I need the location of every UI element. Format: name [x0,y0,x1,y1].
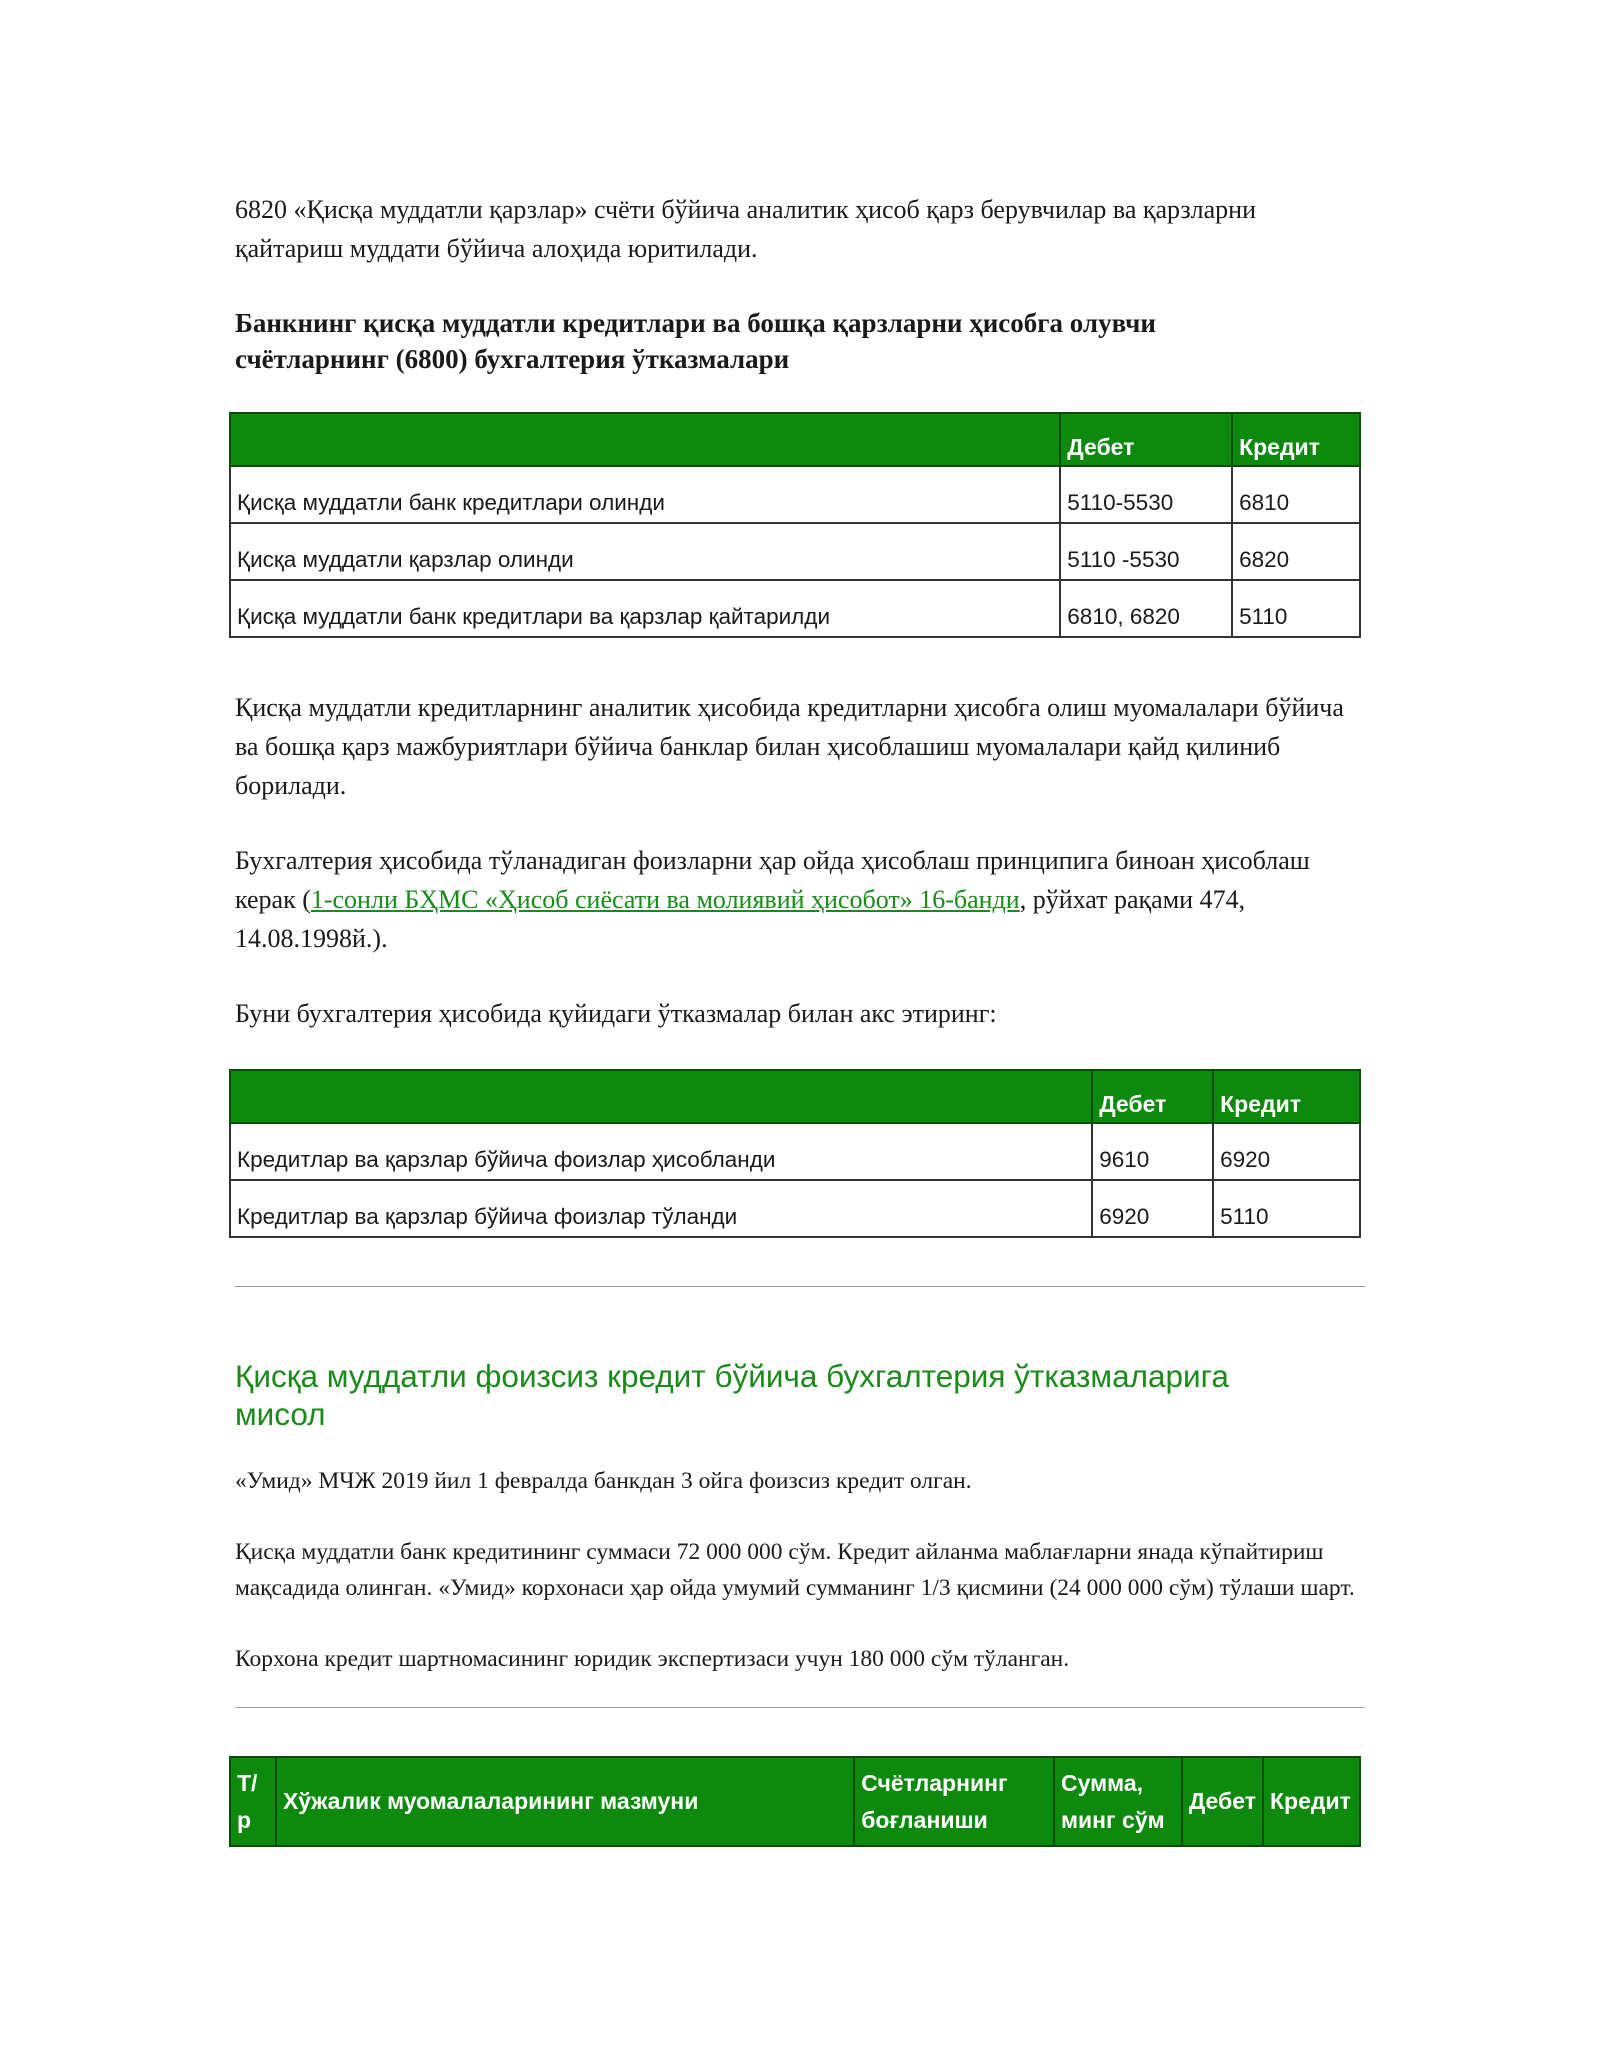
entries-table-6800 [229,412,1361,638]
header-debit: Дебет [1092,1070,1213,1123]
section-divider [235,1286,1365,1287]
section-heading: Банкнинг қисқа муддатли кредитлари ва бошқа қарзларни ҳисобга олувчи счётларнинг (6800) бухгалтерия ўтказмалари [235,308,1156,374]
header-credit: Кредит [1263,1757,1360,1846]
header-credit: Кредит [1232,413,1360,466]
table-row [230,523,1360,580]
analytic-paragraph: Қисқа муддатли кредитларнинг аналитик ҳисобида кредитларни ҳисобга олиш муомалалари бўйича ва бошқа қарз мажбуриятлари бўйича банклар билан ҳисоблашиш муомалалари қайд қилиниб борилади. [235,693,1344,800]
bhms-standard-link[interactable]: 1-сонли БҲМС «Ҳисоб сиёсати ва молиявий ҳисобот» 16-банди [310,885,1020,914]
example-heading: Қисқа муддатли фоизсиз кредит бўйича бухгалтерия ўтказмаларига мисол [235,1358,1229,1432]
row-debit: 5110 -5530 [1060,523,1232,580]
table-header-row [230,413,1360,466]
row-description: Кредитлар ва қарзлар бўйича фоизлар тўланди [230,1180,1092,1237]
row-credit: 6820 [1232,523,1360,580]
interest-text-before: Бухгалтерия ҳисобида тўланадиган фоизларни ҳар ойда ҳисоблаш принципига биноан ҳисоблаш керак ( [235,846,1310,914]
header-amount: Сумма, минг сўм [1054,1757,1182,1846]
header-debit: Дебет [1182,1757,1263,1846]
table-row [230,580,1360,637]
row-debit: 6810, 6820 [1060,580,1232,637]
table-header-row [230,1070,1360,1123]
row-debit: 9610 [1092,1123,1213,1180]
header-credit: Кредит [1213,1070,1360,1123]
header-row-number: Т/р [230,1757,276,1846]
row-description: Қисқа муддатли қарзлар олинди [230,523,1060,580]
header-operation-content: Хўжалик муомалаларининг мазмуни [276,1757,854,1846]
row-description: Кредитлар ва қарзлар бўйича фоизлар ҳисобланди [230,1123,1092,1180]
interest-entries-table [229,1069,1361,1238]
document-page [235,190,1365,1847]
instruction-paragraph: Буни бухгалтерия ҳисобида қуйидаги ўтказмалар билан акс этиринг: [235,999,997,1028]
row-credit: 6810 [1232,466,1360,523]
interest-paragraph [235,841,1365,958]
row-description: Қисқа муддатли банк кредитлари олинди [230,466,1060,523]
section-divider [235,1707,1365,1708]
header-debit: Дебет [1060,413,1232,466]
row-credit: 6920 [1213,1123,1360,1180]
table-header-row [230,1757,1360,1846]
table-row [230,1123,1360,1180]
example-paragraph-1: «Умид» МЧЖ 2019 йил 1 февралда банкдан 3 ойга фоизсиз кредит олган. [235,1468,972,1494]
row-credit: 5110 [1213,1180,1360,1237]
interest-text-after: , рўйхат рақами 474, 14.08.1998й.). [235,885,1246,953]
example-paragraph-2: Қисқа муддатли банк кредитининг суммаси 72 000 000 сўм. Кредит айланма маблағларни янада кўпайтириш мақсадида олинган. «Умид» корхонаси ҳар ойда умумий сумманинг 1/3 қисмини (24 000 000 сўм) тўлаши шарт. [235,1539,1355,1601]
header-account-link: Счётларнинг боғланиши [854,1757,1054,1846]
intro-paragraph: 6820 «Қисқа муддатли қарзлар» счёти бўйича аналитик ҳисоб қарз берувчилар ва қарзларни қайтариш муддати бўйича алоҳида юритилади. [235,195,1256,263]
row-credit: 5110 [1232,580,1360,637]
example-ledger-table [229,1756,1361,1847]
row-description: Қисқа муддатли банк кредитлари ва қарзлар қайтарилди [230,580,1060,637]
table-row [230,466,1360,523]
example-paragraph-3: Корхона кредит шартномасининг юридик экспертизаси учун 180 000 сўм тўланган. [235,1646,1070,1672]
header-cell [230,413,1060,466]
table-row [230,1180,1360,1237]
row-debit: 5110-5530 [1060,466,1232,523]
row-debit: 6920 [1092,1180,1213,1237]
header-cell [230,1070,1092,1123]
